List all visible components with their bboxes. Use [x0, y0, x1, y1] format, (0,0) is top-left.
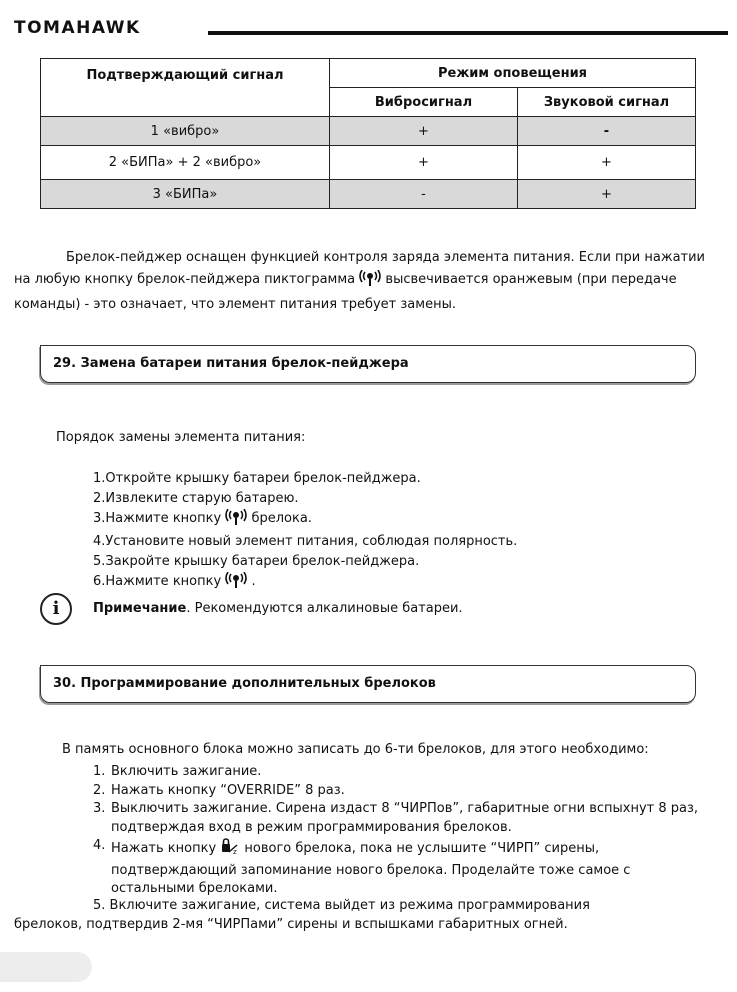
- note-text: . Рекомендуются алкалиновые батареи.: [186, 601, 463, 616]
- section-29-title: 29. Замена батареи питания брелок-пейджера: [53, 356, 409, 371]
- step-text: 6.Нажмите кнопку: [93, 574, 226, 589]
- cell-vibro: -: [330, 180, 518, 209]
- item-number: 1.: [93, 764, 106, 779]
- step-text: брелока.: [247, 511, 312, 526]
- paragraph-text-2: высвечивается оранжевым (при передаче команды) - это означает, что элемент питания требует замены.: [14, 272, 677, 312]
- table-row: [41, 117, 696, 146]
- section-30-title: 30. Программирование дополнительных брелоков: [53, 676, 436, 691]
- cell-sound: +: [518, 180, 696, 209]
- list-item: 2.Извлеките старую батарею.: [93, 491, 299, 506]
- cell-sound: +: [518, 146, 696, 180]
- battery-paragraph: [14, 247, 714, 316]
- item-number: 3.: [93, 801, 106, 816]
- section-30-header: [40, 665, 696, 703]
- note-label: Примечание: [93, 601, 187, 616]
- replacement-steps: [93, 469, 517, 595]
- table-row: [41, 180, 696, 209]
- col-sound-header: Звуковой сигнал: [518, 88, 696, 117]
- note: [93, 601, 463, 616]
- col-signal-header: Подтверждающий сигнал: [41, 59, 330, 117]
- list-item: 4.Установите новый элемент питания, соблюдая полярность.: [93, 534, 518, 549]
- list-item: [93, 509, 517, 532]
- list-item: [93, 572, 517, 595]
- step-text: .: [247, 574, 256, 589]
- item-text: Выключить зажигание. Сирена издаст 8 “ЧИРПов”, габаритные огни вспыхнут 8 раз, подтверждая вход в режим программирования брелоков.: [111, 801, 699, 835]
- item-text: Нажать кнопку: [111, 841, 221, 856]
- svg-text:z: z: [233, 848, 237, 855]
- item-text: Включить зажигание.: [111, 764, 262, 779]
- cell-sound: -: [518, 117, 696, 146]
- cell-signal: 3 «БИПа»: [41, 180, 330, 209]
- programming-final: [14, 896, 714, 934]
- programming-steps: [93, 763, 703, 899]
- lock-sleep-icon: [220, 837, 240, 862]
- cell-signal: 1 «вибро»: [41, 117, 330, 146]
- signal-antenna-icon: [225, 509, 247, 532]
- cell-signal: 2 «БИПа» + 2 «вибро»: [41, 146, 330, 180]
- signal-antenna-icon: [225, 572, 247, 595]
- section-29-header: [40, 345, 696, 383]
- signal-table: [40, 58, 696, 209]
- page-tab: [0, 952, 92, 982]
- item-text: Нажать кнопку “OVERRIDE” 8 раз.: [111, 782, 345, 798]
- info-icon: i: [40, 593, 72, 625]
- list-item: 1.Откройте крышку батареи брелок-пейджера.: [93, 471, 421, 486]
- item-number: 2.: [93, 782, 106, 798]
- signal-antenna-icon: [359, 270, 381, 294]
- item-number: 4.: [93, 838, 106, 853]
- final-line-1: 5. Включите зажигание, система выйдет из режима программирования: [93, 898, 590, 913]
- step-text: 3.Нажмите кнопку: [93, 511, 226, 526]
- cell-vibro: +: [330, 146, 518, 180]
- table-row: [41, 146, 696, 180]
- replacement-intro: Порядок замены элемента питания:: [56, 430, 306, 445]
- col-vibro-header: Вибросигнал: [330, 88, 518, 117]
- programming-intro: В память основного блока можно записать до 6-ти брелоков, для этого необходимо:: [62, 742, 649, 757]
- item-text: нового брелока, пока не услышите “ЧИРП” сирены, подтверждающий запоминание нового брелока. Проделайте тоже самое с остальными брелоками.: [111, 841, 631, 896]
- final-line-2: брелоков, подтвердив 2-мя “ЧИРПами” сирены и вспышками габаритных огней.: [14, 917, 568, 932]
- list-item: [93, 782, 703, 801]
- list-item: [93, 837, 703, 899]
- header-rule: [208, 31, 728, 35]
- brand-logo: TOMAHAWK: [14, 18, 141, 38]
- cell-vibro: +: [330, 117, 518, 146]
- col-mode-header: Режим оповещения: [330, 59, 696, 88]
- list-item: [93, 763, 703, 782]
- paragraph-text-1: Брелок-пейджер оснащен функцией контроля заряда элемента питания. Если при нажатии на любую кнопку брелок-пейджера пиктограмма: [14, 250, 705, 287]
- list-item: 5.Закройте крышку батареи брелок-пейджера.: [93, 554, 420, 569]
- list-item: [93, 800, 703, 837]
